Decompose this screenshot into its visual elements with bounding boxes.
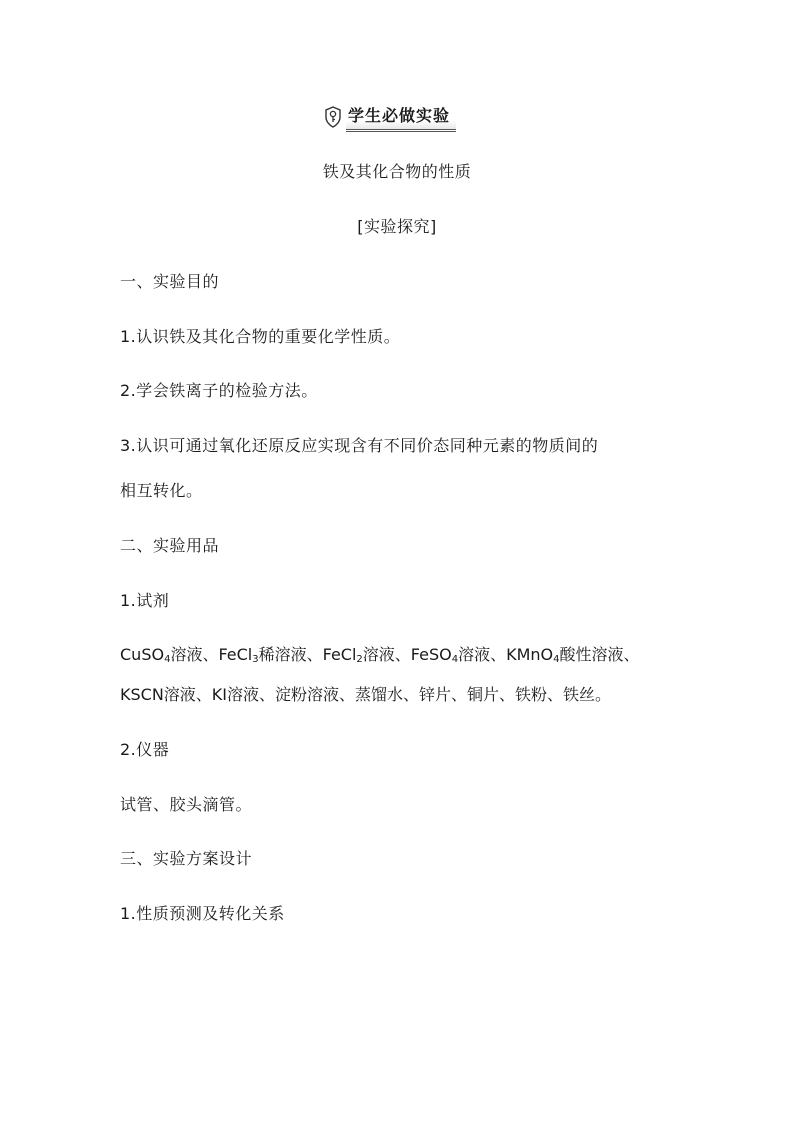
materials-subheading-reagents: 1.试剂 <box>120 591 170 610</box>
materials-subheading-instruments: 2.仪器 <box>120 740 170 759</box>
reagent-subscript: 4 <box>553 654 560 665</box>
purpose-item-2: 2.学会铁离子的检验方法。 <box>120 381 318 400</box>
reagent-text: 稀溶液、FeCl <box>258 645 357 664</box>
section-heading-design: 三、实验方案设计 <box>120 849 253 868</box>
reagent-subscript: 4 <box>451 654 459 665</box>
reagents-line-2: KSCN溶液、KI溶液、淀粉溶液、蒸馏水、锌片、铜片、铁粉、铁丝。 <box>120 685 612 704</box>
purpose-item-3-line-1: 3.认识可通过氧化还原反应实现含有不同价态同种元素的物质间的 <box>120 436 599 455</box>
section-banner <box>324 104 456 130</box>
reagent-subscript: 3 <box>252 654 259 665</box>
page-subtitle: [实验探究] <box>357 217 437 236</box>
purpose-item-1: 1.认识铁及其化合物的重要化学性质。 <box>120 327 401 346</box>
page-title: 铁及其化合物的性质 <box>322 162 472 181</box>
instruments-list: 试管、胶头滴管。 <box>120 795 253 814</box>
reagent-subscript: 2 <box>356 654 363 665</box>
flask-key-icon <box>324 106 342 128</box>
reagent-subscript: 4 <box>164 654 171 665</box>
banner-label: 学生必做实验 <box>346 102 456 132</box>
reagents-line-1 <box>120 643 640 667</box>
section-heading-materials: 二、实验用品 <box>120 536 220 555</box>
purpose-item-3-line-2: 相互转化。 <box>120 481 203 500</box>
reagent-text: 溶液、KMnO <box>458 645 554 664</box>
reagent-text: 溶液、FeCl <box>170 645 253 664</box>
section-heading-purpose: 一、实验目的 <box>120 272 220 291</box>
reagent-text: CuSO <box>120 645 165 664</box>
reagent-text: 溶液、FeSO <box>362 645 452 664</box>
design-subheading-1: 1.性质预测及转化关系 <box>120 904 285 923</box>
reagent-text: 酸性溶液、 <box>559 645 640 664</box>
